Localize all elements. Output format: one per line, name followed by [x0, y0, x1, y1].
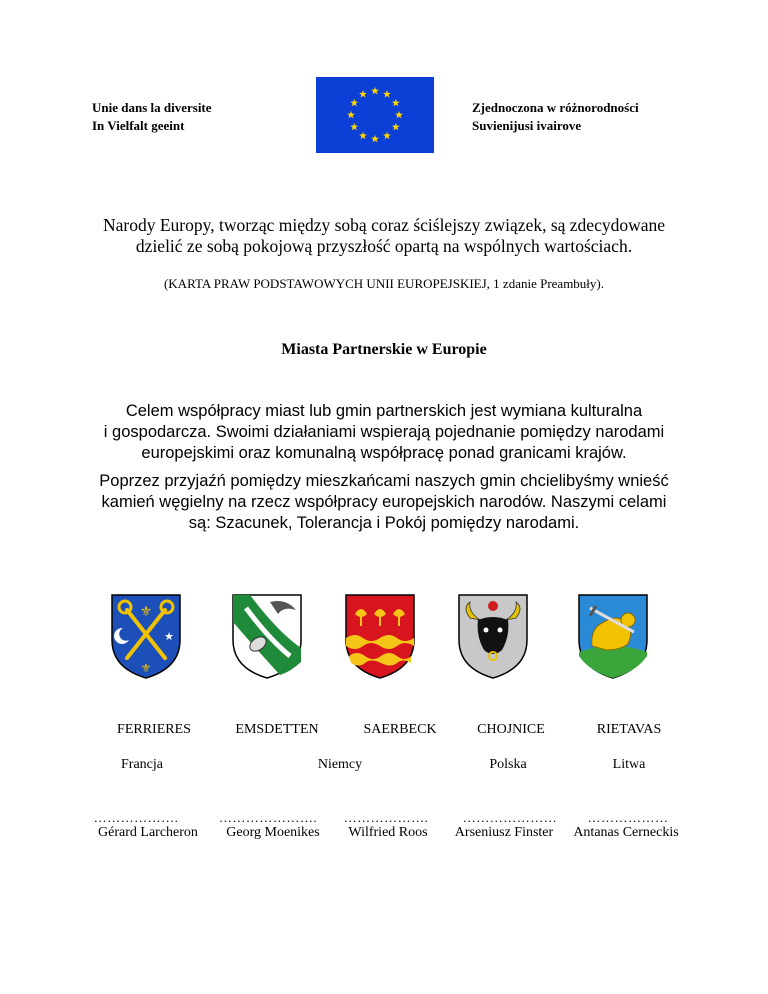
saerbeck-crest-icon [343, 592, 417, 680]
signatory-name: Antanas Cerneckis [573, 825, 679, 840]
motto-french: Unie dans la diversite [92, 100, 212, 115]
motto-polish: Zjednoczona w różnorodności [472, 100, 639, 115]
signature-line: ………………… [462, 810, 558, 825]
charter-quote [60, 215, 708, 257]
country-name: Niemcy [317, 757, 363, 772]
signatory-name: Georg Moenikes [226, 825, 320, 840]
city-name: SAERBECK [363, 722, 437, 737]
motto-german: In Vielfalt geeint [92, 118, 185, 133]
signature-line: ………………. [343, 810, 429, 825]
paragraph1-line-3: europejskimi oraz komunalną współpracę ponad granicami krajów. [141, 444, 627, 462]
paragraph2-line-2: kamień węgielny na rzecz współpracy europejskich narodów. Naszymi celami [101, 493, 667, 511]
country-name: Polska [489, 757, 527, 772]
quote-line-1: Narody Europy, tworząc między sobą coraz ściślejszy związek, są zdecydowane [102, 215, 666, 235]
ferrieres-crest-icon [109, 592, 183, 680]
emsdetten-crest-icon [230, 592, 304, 680]
country-name: Litwa [612, 757, 646, 772]
paragraph2-line-1: Poprzez przyjaźń pomiędzy mieszkańcami naszych gmin chcielibyśmy wnieść [99, 472, 669, 490]
quote-source: (KARTA PRAW PODSTAWOWYCH UNII EUROPEJSKIEJ, 1 zdanie Preambuły). [163, 276, 605, 291]
svg-text:⚜: ⚜ [140, 661, 152, 675]
country-name: Francja [121, 757, 163, 772]
quote-line-2: dzielić ze sobą pokojową przyszłość opartą na wspólnych wartościach. [135, 236, 633, 256]
city-name: CHOJNICE [477, 722, 545, 737]
signatory-name: Gérard Larcheron [98, 825, 198, 840]
paragraph-cooperation [60, 401, 708, 464]
paragraph1-line-1: Celem współpracy miast lub gmin partnerskich jest wymiana kulturalna [125, 402, 643, 420]
signatory-name: Arseniusz Finster [454, 825, 554, 840]
svg-text:⚜: ⚜ [139, 605, 153, 620]
eu-flag-icon [316, 77, 434, 153]
motto-lithuanian: Suvienijusi ivairove [472, 118, 582, 133]
signature-line: …………………. [218, 810, 318, 825]
city-name: EMSDETTEN [235, 722, 319, 737]
city-name: FERRIERES [117, 722, 191, 737]
paragraph1-line-2: i gospodarcza. Swoimi działaniami wspierają pojednanie pomiędzy narodami [103, 423, 665, 441]
rietavas-crest-icon [576, 592, 650, 680]
signature-line: ……………… [587, 810, 669, 825]
chojnice-crest-icon [456, 592, 530, 680]
motto-right [472, 99, 639, 135]
paragraph2-line-3: są: Szacunek, Tolerancja i Pokój pomiędzy narodami. [188, 514, 580, 532]
paragraph-friendship [60, 471, 708, 534]
svg-text:★: ★ [164, 631, 174, 643]
city-name: RIETAVAS [596, 722, 662, 737]
page-title: Miasta Partnerskie w Europie [281, 341, 487, 358]
signature-line: ………………. [93, 810, 179, 825]
signatory-name: Wilfried Roos [348, 825, 428, 840]
motto-left [92, 99, 212, 135]
